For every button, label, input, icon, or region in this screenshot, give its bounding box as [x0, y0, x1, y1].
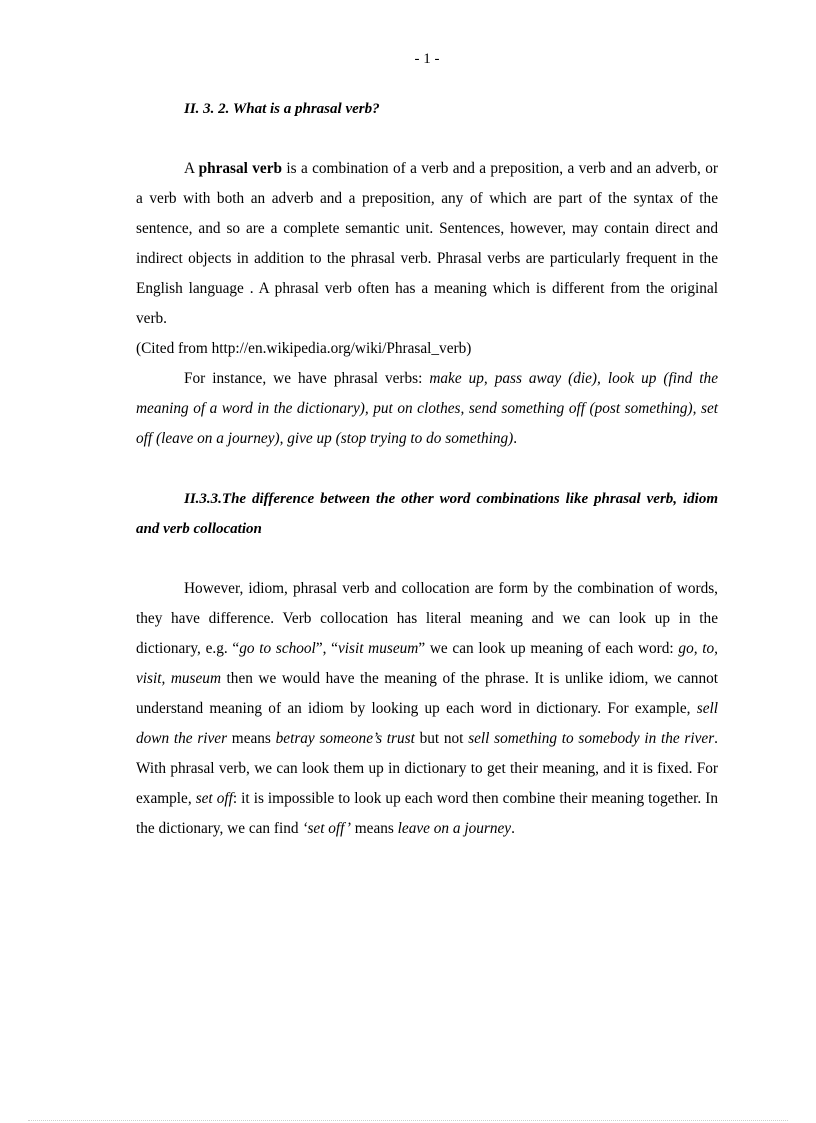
- italic-run: go to school: [239, 640, 316, 657]
- text-run: means: [350, 820, 398, 837]
- spacer: [136, 74, 718, 94]
- text-run: but not: [414, 730, 469, 747]
- text-run: ”, “: [315, 640, 338, 657]
- text-run: ” we can look up meaning of each word:: [418, 640, 679, 657]
- paragraph-difference: [136, 574, 718, 844]
- section-heading-difference: II.3.3.The difference between the other word combinations like phrasal verb, idiom and verb collocation: [136, 491, 718, 537]
- text-run: is a combination of a verb and a preposition, a verb and an adverb, or a verb with both an adverb and a preposition, any of which are part of the syntax of the sentence, and so are a complete semantic unit. Sentences, however, may contain direct and indirect objects in addition to the phrasal verb. Phrasal verbs are particularly frequent in the English language . A phrasal verb often has a meaning which is different from the original verb.: [136, 160, 718, 327]
- italic-run: sell down the river: [136, 700, 718, 747]
- italic-run: go, to, visit, museum: [136, 640, 719, 687]
- text-run: However, idiom, phrasal verb and collocation are form by the combination of words, they have difference. Verb collocation has literal meaning and we can look up in the dictionary, e.g. “: [136, 580, 718, 657]
- text-run: : it is impossible to look up each word then combine their meaning together. In the dictionary, we can find: [136, 790, 719, 837]
- italic-examples: make up, pass away (die), look up (find the meaning of a word in the dictionary), put on clothes, send something off (post something), set off (leave on a journey), give up (stop trying to do something): [136, 370, 718, 447]
- paragraph-definition: [136, 154, 718, 334]
- document-page: [136, 44, 718, 844]
- text-run: means: [227, 730, 276, 747]
- italic-run: betray someone’s trust: [275, 730, 415, 747]
- citation: (Cited from http://en.wikipedia.org/wiki/Phrasal_verb): [136, 340, 472, 357]
- spacer: [136, 124, 718, 154]
- text-run: For instance, we have phrasal verbs:: [184, 370, 430, 387]
- italic-run: set off: [195, 790, 233, 807]
- italic-run: leave on a journey: [397, 820, 512, 837]
- section-heading-what-is-phrasal-verb: II. 3. 2. What is a phrasal verb?: [184, 101, 380, 117]
- page-bottom-rule: [28, 1120, 788, 1121]
- spacer: [136, 454, 718, 484]
- italic-run: ‘set off’: [302, 820, 351, 837]
- paragraph-examples: [136, 364, 718, 454]
- italic-run: visit museum: [337, 640, 419, 657]
- text-run: .: [511, 820, 515, 837]
- spacer: [136, 544, 718, 574]
- text-run: .: [513, 430, 518, 447]
- text-run: . With phrasal verb, we can look them up in dictionary to get their meaning, and it is fixed. For example,: [136, 730, 718, 807]
- page-number: - 1 -: [414, 51, 440, 67]
- text-run: A: [184, 160, 199, 177]
- italic-run: sell something to somebody in the river: [468, 730, 715, 747]
- text-run: then we would have the meaning of the phrase. It is unlike idiom, we cannot understand meaning of an idiom by looking up each word in dictionary. For example,: [136, 670, 718, 717]
- bold-term: phrasal verb: [198, 160, 282, 177]
